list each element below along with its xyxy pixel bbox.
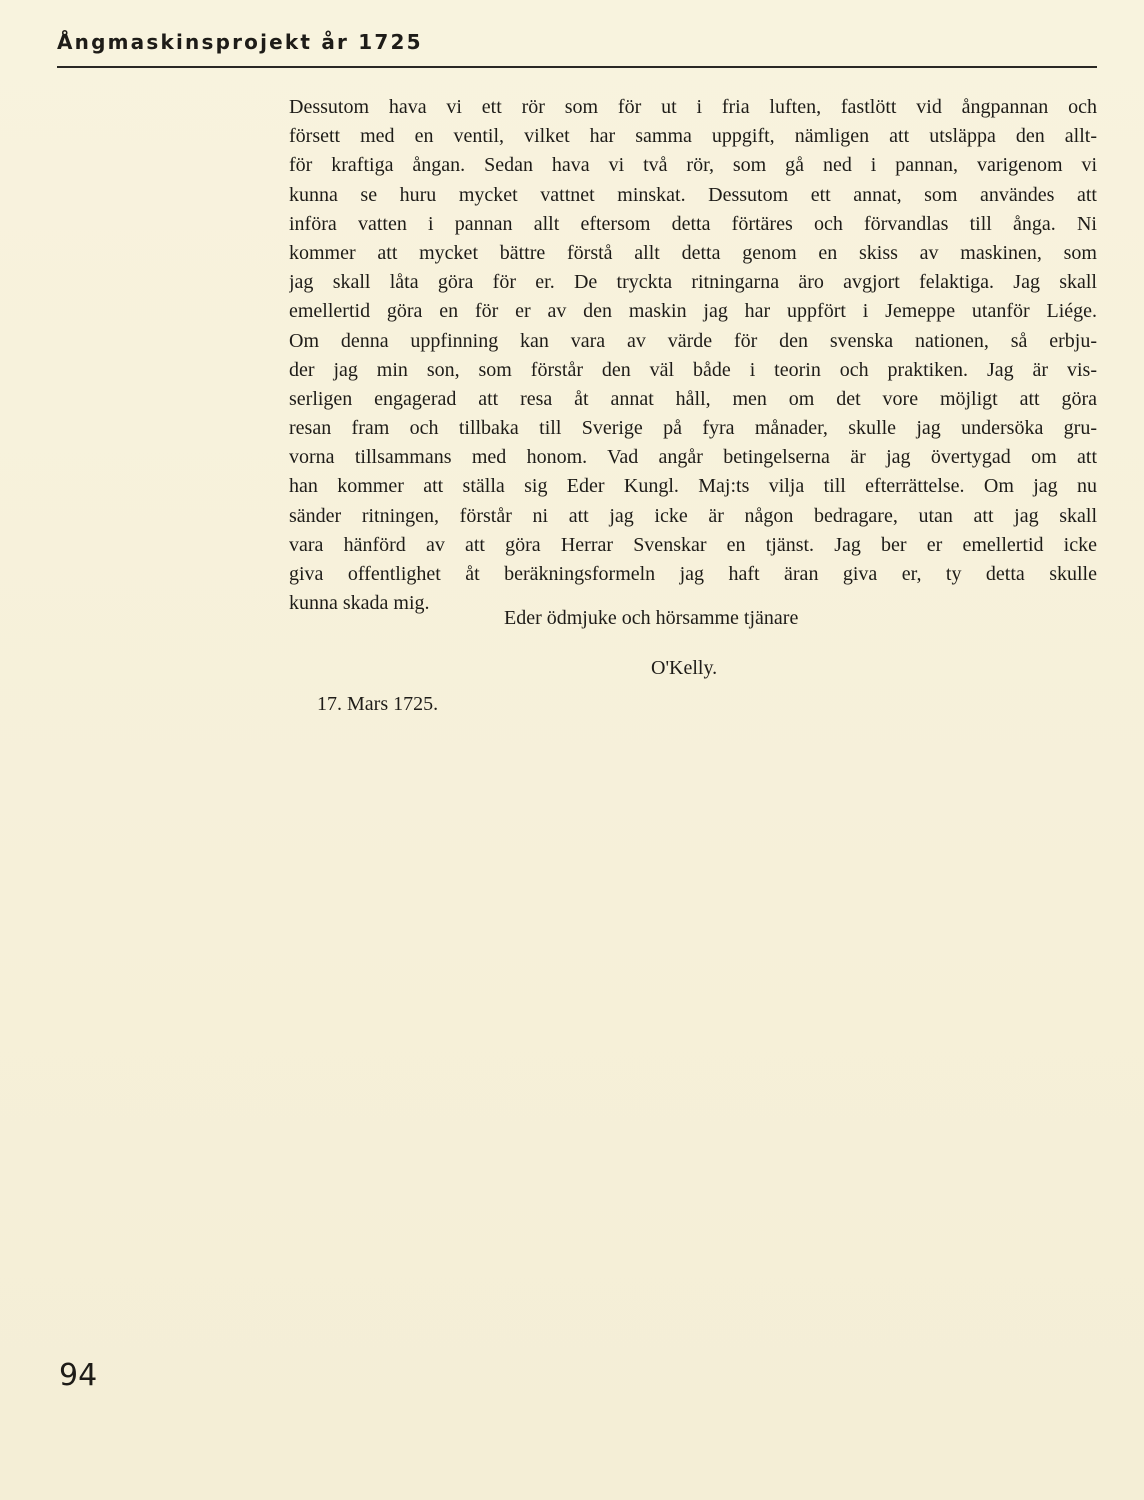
body-line: sänder ritningen, förstår ni att jag icke är någon bedragare, utan att jag skall <box>289 504 1097 527</box>
body-line: införa vatten i pannan allt eftersom detta förtäres och förvandlas till ånga. Ni <box>289 212 1097 235</box>
header-rule <box>57 66 1097 68</box>
body-line: kommer att mycket bättre förstå allt detta genom en skiss av maskinen, som <box>289 241 1097 264</box>
body-line: der jag min son, som förstår den väl både i teorin och praktiken. Jag är vis- <box>289 358 1097 381</box>
body-line: Om denna uppfinning kan vara av värde för den svenska nationen, så erbju- <box>289 329 1097 352</box>
body-line: vorna tillsammans med honom. Vad angår betingelserna är jag övertygad om att <box>289 446 1097 469</box>
body-line: vara hänförd av att göra Herrar Svenskar en tjänst. Jag ber er emellertid icke <box>289 533 1097 556</box>
running-head: Ångmaskinsprojekt år 1725 <box>57 30 423 54</box>
body-line: för kraftiga ångan. Sedan hava vi två rör, som gå ned i pannan, varigenom vi <box>289 154 1097 177</box>
body-line: jag skall låta göra för er. De tryckta ritningarna äro avgjort felaktiga. Jag skall <box>289 271 1097 294</box>
letter-body <box>289 93 1097 618</box>
body-line: kunna skada mig. <box>289 592 430 615</box>
body-line: försett med en ventil, vilket har samma uppgift, nämligen att utsläppa den allt- <box>289 125 1097 148</box>
letter-date: 17. Mars 1725. <box>317 693 439 715</box>
signature: O'Kelly. <box>651 657 718 679</box>
body-line: resan fram och tillbaka till Sverige på fyra månader, skulle jag undersöka gru- <box>289 417 1097 440</box>
closing-salutation: Eder ödmjuke och hörsamme tjänare <box>504 607 799 629</box>
body-line: serligen engagerad att resa åt annat håll, men om det vore möjligt att göra <box>289 387 1097 410</box>
page-number: 94 <box>59 1358 98 1393</box>
body-line: Dessutom hava vi ett rör som för ut i fria luften, fastlött vid ångpannan och <box>289 96 1097 118</box>
body-line: kunna se huru mycket vattnet minskat. Dessutom ett annat, som användes att <box>289 183 1097 206</box>
body-line: emellertid göra en för er av den maskin jag har uppfört i Jemeppe utanför Liége. <box>289 300 1097 323</box>
body-line: giva offentlighet åt beräkningsformeln jag haft äran giva er, ty detta skulle <box>289 563 1097 585</box>
body-line: han kommer att ställa sig Eder Kungl. Maj:ts vilja till efterrättelse. Om jag nu <box>289 475 1097 498</box>
